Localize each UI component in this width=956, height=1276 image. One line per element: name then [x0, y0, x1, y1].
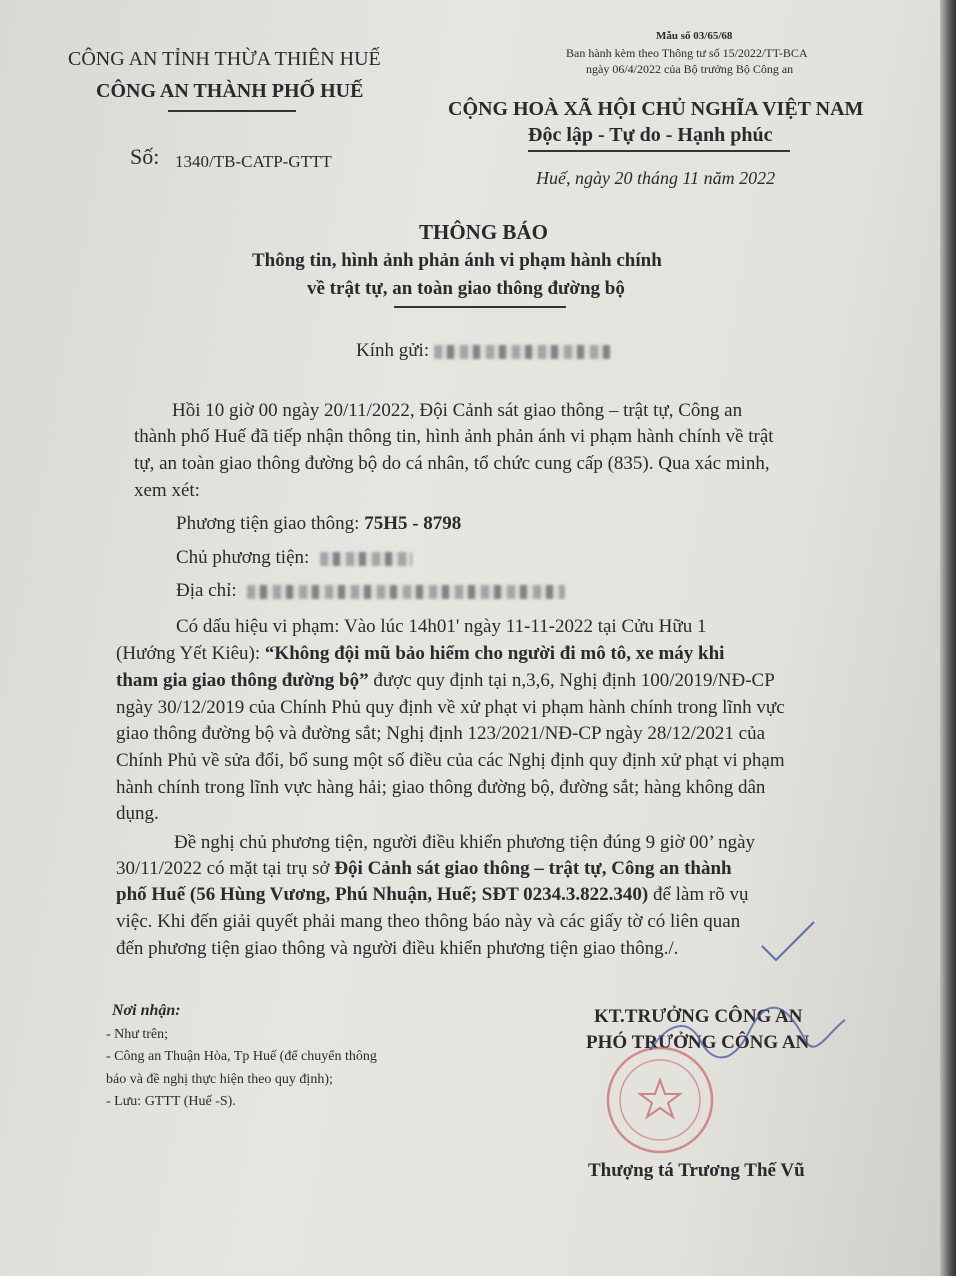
recipient-item-1: - Như trên; — [106, 1027, 169, 1042]
signer-title-1: KT.TRƯỞNG CÔNG AN — [594, 1006, 803, 1027]
vehicle-label: Phương tiện giao thông: — [176, 513, 360, 534]
violation-location: (Hướng Yết Kiêu): — [116, 643, 261, 664]
recipient-item-2a: - Công an Thuận Hòa, Tp Huế (để chuyển thông — [106, 1049, 377, 1064]
doc-number: 1340/TB-CATP-GTTT — [175, 152, 332, 171]
violation-line-6: Chính Phủ về sửa đổi, bổ sung một số điều của các Nghị định quy định xử phạt vi phạm — [116, 750, 785, 771]
vehicle-plate: 75H5 - 8798 — [364, 513, 462, 534]
violation-offense-2: tham gia giao thông đường bộ” — [116, 670, 369, 691]
agency-name: CÔNG AN THÀNH PHỐ HUẾ — [96, 80, 364, 102]
signer-name: Thượng tá Trương Thế Vũ — [588, 1160, 805, 1181]
handwritten-signature-icon — [630, 1000, 860, 1080]
violation-line-5: giao thông đường bộ và đường sắt; Nghị định 123/2021/NĐ-CP ngày 28/12/2021 của — [116, 723, 765, 744]
request-date: 30/11/2022 có mặt tại trụ sở — [116, 858, 330, 879]
signer-title-2: PHÓ TRƯỞNG CÔNG AN — [586, 1032, 810, 1053]
request-line-5: đến phương tiện giao thông và người điều khiển phương tiện giao thông./. — [116, 938, 679, 959]
motto-underline — [528, 150, 790, 152]
intro-line-1: Hồi 10 giờ 00 ngày 20/11/2022, Đội Cảnh sát giao thông – trật tự, Công an — [172, 400, 743, 421]
issued-by-line2: ngày 06/4/2022 của Bộ trưởng Bộ Công an — [586, 62, 794, 76]
violation-offense-1: “Không đội mũ bảo hiểm cho người đi mô tô, xe máy khi — [264, 643, 725, 664]
intro-line-4: xem xét: — [134, 480, 200, 501]
issue-date: Huế, ngày 20 tháng 11 năm 2022 — [536, 168, 776, 188]
recipients-heading: Nơi nhận: — [112, 1002, 181, 1019]
issued-by-line1: Ban hành kèm theo Thông tư số 15/2022/TT-BCA — [566, 46, 808, 60]
notice-subtitle-2: về trật tự, an toàn giao thông đường bộ — [307, 278, 625, 299]
recipient-label: Kính gửi: — [356, 340, 430, 361]
recipient-line — [356, 340, 610, 362]
table-edge — [940, 0, 956, 1276]
owner-label: Chủ phương tiện: — [176, 547, 310, 568]
address-label: Địa chỉ: — [176, 580, 237, 601]
agency-underline — [168, 110, 296, 112]
doc-number-label: Số: — [130, 144, 160, 169]
check-mark-icon — [758, 916, 818, 966]
address-row — [176, 580, 565, 602]
notice-subtitle-1: Thông tin, hình ảnh phản ánh vi phạm hành chính — [252, 250, 662, 271]
vehicle-row — [176, 513, 461, 535]
redacted-address — [247, 585, 565, 599]
violation-line-8: dụng. — [116, 803, 159, 824]
request-line-2 — [116, 858, 732, 880]
redacted-recipient — [434, 345, 610, 359]
request-office: Đội Cảnh sát giao thông – trật tự, Công an thành — [334, 858, 732, 879]
request-address: phố Huế (56 Hùng Vương, Phú Nhuận, Huế; SĐT 0234.3.822.340) — [116, 884, 649, 905]
violation-line-3 — [116, 670, 775, 692]
recipient-item-2b: báo và đề nghị thực hiện theo quy định); — [106, 1072, 333, 1087]
violation-line-4: ngày 30/12/2019 của Chính Phủ quy định về xử phạt vi phạm hành chính trong lĩnh vực — [116, 697, 785, 718]
intro-paragraph — [134, 398, 858, 425]
violation-line-2 — [116, 643, 724, 665]
form-number: Mẫu số 03/65/68 — [656, 30, 733, 42]
violation-regulation: được quy định tại n,3,6, Nghị định 100/2019/NĐ-CP — [373, 670, 775, 691]
owner-row — [176, 547, 412, 569]
nation-motto: Độc lập - Tự do - Hạnh phúc — [528, 124, 773, 146]
request-line-4: việc. Khi đến giải quyết phải mang theo thông báo này và các giấy tờ có liên quan — [116, 911, 741, 932]
redacted-owner — [320, 552, 412, 566]
nation-title: CỘNG HOÀ XÃ HỘI CHỦ NGHĨA VIỆT NAM — [448, 98, 864, 120]
intro-line-2: thành phố Huế đã tiếp nhận thông tin, hình ảnh phản ánh vi phạm hành chính về trật — [134, 426, 774, 447]
recipient-item-3: - Lưu: GTTT (Huế -S). — [106, 1094, 236, 1109]
request-line-1: Đề nghị chủ phương tiện, người điều khiển phương tiện đúng 9 giờ 00’ ngày — [174, 832, 756, 853]
request-line-3 — [116, 884, 749, 906]
title-underline — [394, 306, 566, 308]
agency-parent: CÔNG AN TỈNH THỪA THIÊN HUẾ — [68, 48, 381, 70]
intro-line-3: tự, an toàn giao thông đường bộ do cá nhân, tổ chức cung cấp (835). Qua xác minh, — [134, 453, 770, 474]
violation-line-7: hành chính trong lĩnh vực hàng hải; giao thông đường bộ, đường sắt; hàng không dân — [116, 777, 766, 798]
notice-title: THÔNG BÁO — [419, 220, 548, 244]
violation-line-1: Có dấu hiệu vi phạm: Vào lúc 14h01' ngày 11-11-2022 tại Cửu Hữu 1 — [176, 616, 707, 637]
request-purpose: để làm rõ vụ — [652, 884, 749, 905]
